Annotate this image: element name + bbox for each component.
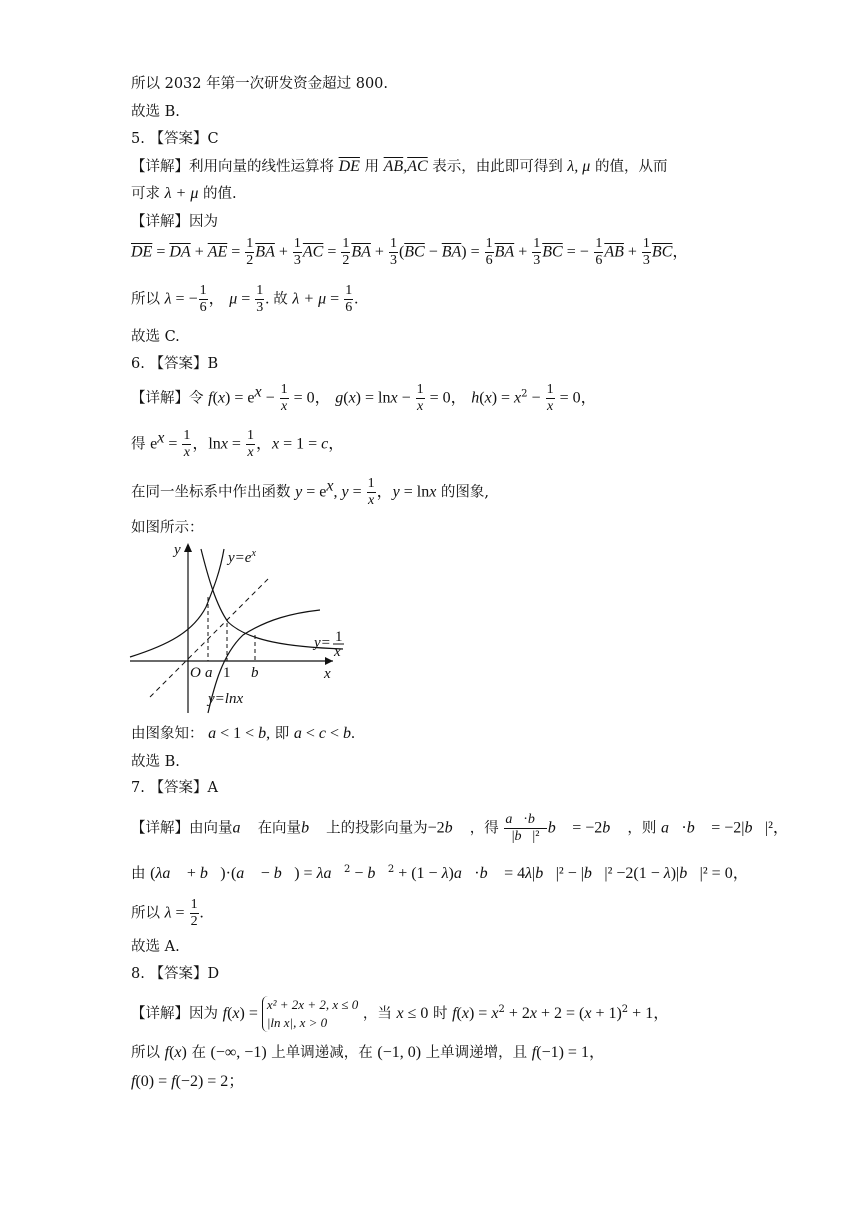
q7-detail-1: 【详解】由向量a⃗ 在向量b⃗ 上的投影向量为−2b⃗ ，得 $\frac{a⃗\cdot b⃗}{\text{|b⃗|²}}$ b⃗ = −2b⃗ ，则 a⃗·b⃗ = −2|b⃗|²， <box>131 812 789 844</box>
exp-curve <box>130 549 224 657</box>
line-choose-b-1: 故选 B. <box>131 104 180 120</box>
q5-result: 所以 λ = − $\frac{1}{6}$ ， μ = $\frac{1}{3}$ . 故 λ + μ = $\frac{1}{6}$ . <box>131 283 359 315</box>
q5-answer: 5. 【答案】C <box>131 131 219 147</box>
q8-answer: 8. 【答案】D <box>131 966 220 982</box>
b-label: b <box>251 665 259 681</box>
q6-detail-2: 得 $e^x$ = $\frac{1}{x}$ ，lnx = $\frac{1}{x}$ ，x = 1 = c， <box>131 428 345 460</box>
q5-detail-intro: 【详解】因为 <box>131 214 218 230</box>
q8-detail-1: 【详解】因为 f(x) = x² + 2x + 2, x ≤ 0 |ln x|, x > 0 ，当 x ≤ 0 时 $f(x) = x^2 + 2x + 2 = (x + 1)^2 + 1$， <box>131 997 670 1030</box>
reciprocal-den: x <box>334 644 341 660</box>
one-label: 1 <box>223 665 231 681</box>
y-axis-label: y <box>174 542 181 558</box>
origin-label: O <box>190 665 201 681</box>
q6-answer: 6. 【答案】B <box>131 356 219 372</box>
exp-curve-label: $y=e^x$ <box>228 548 256 566</box>
q6-detail-1: 【详解】令 $f(x) = e^x$ − $\frac{1}{x}$ = 0， g(x) = lnx − $\frac{1}{x}$ = 0， $h(x) = x^2$ − $\frac{1}{x}$ = 0， <box>131 382 597 414</box>
x-axis-arrow <box>325 657 333 665</box>
reciprocal-curve <box>201 549 343 649</box>
line-conclusion-2032: 所以 2032 年第一次研发资金超过 800. <box>131 76 389 92</box>
a-label: a <box>205 665 213 681</box>
q5-analysis-1: 【详解】利用向量的线性运算将 $\overline{DE}$ 用 $\overline{AB},\overline{AC}$ 表示，由此即可得到 λ, μ 的值，从而 <box>131 158 668 175</box>
line-choose-a: 故选 A. <box>131 939 180 955</box>
y-axis-arrow <box>184 543 192 552</box>
reciprocal-num: 1 <box>335 629 343 645</box>
q8-detail-2: 所以 f(x) 在 (−∞, −1) 上单调递减，在 (−1, 0) 上单调递增，且 f(−1) = 1， <box>131 1044 605 1061</box>
ln-curve-label: y=lnx <box>208 691 244 707</box>
q7-detail-2: 由 (λa⃗ + b⃗)·(a⃗ − b⃗) = λa⃗$^2$ − b⃗$^2$ + (1 − λ)a⃗·b⃗ = 4λ|b⃗|² − |b⃗|² −2(1 − λ)|b⃗|² = 0， <box>131 864 749 882</box>
q8-detail-3: f(0) = f(−2) = 2； <box>131 1073 245 1090</box>
q5-analysis-2: 可求 λ + μ 的值. <box>131 185 237 202</box>
q5-equation: $\overline{DE} = \overline{DA} + \overline{AE}$ = $\frac{1}{2}$ $\overline{BA}$ + $\frac{1}{3}$ $\overline{AC}$ = $\frac{1}{2}$ $\overline{BA}$ + $\frac{1}{3}$ $(\overline{BC} - \overline{BA})$ = $\frac{1}{6}$ $\overline{BA}$ + $\frac{1}{3}$ $\overline{BC}$ = − $\frac{1}{6}$ $\overline{AB}$ + $\frac{1}{3}$ $\overline{BC}$， <box>131 236 689 268</box>
q7-result: 所以 λ = $\frac{1}{2}$ . <box>131 897 204 929</box>
q6-detail-3: 在同一坐标系中作出函数 $y = e^x$, y = $\frac{1}{x}$ ，y = lnx 的图象, <box>131 476 490 508</box>
q6-conclusion: 由图象知： a < 1 < b, 即 a < c < b. <box>131 725 356 742</box>
q7-answer: 7. 【答案】A <box>131 780 218 796</box>
q6-figure-caption: 如图所示： <box>131 520 204 536</box>
x-axis-label: x <box>324 666 331 682</box>
line-choose-c: 故选 C. <box>131 329 180 345</box>
function-graph-figure <box>128 537 368 717</box>
reciprocal-curve-label: y= <box>314 635 331 651</box>
line-choose-b-2: 故选 B. <box>131 754 180 770</box>
